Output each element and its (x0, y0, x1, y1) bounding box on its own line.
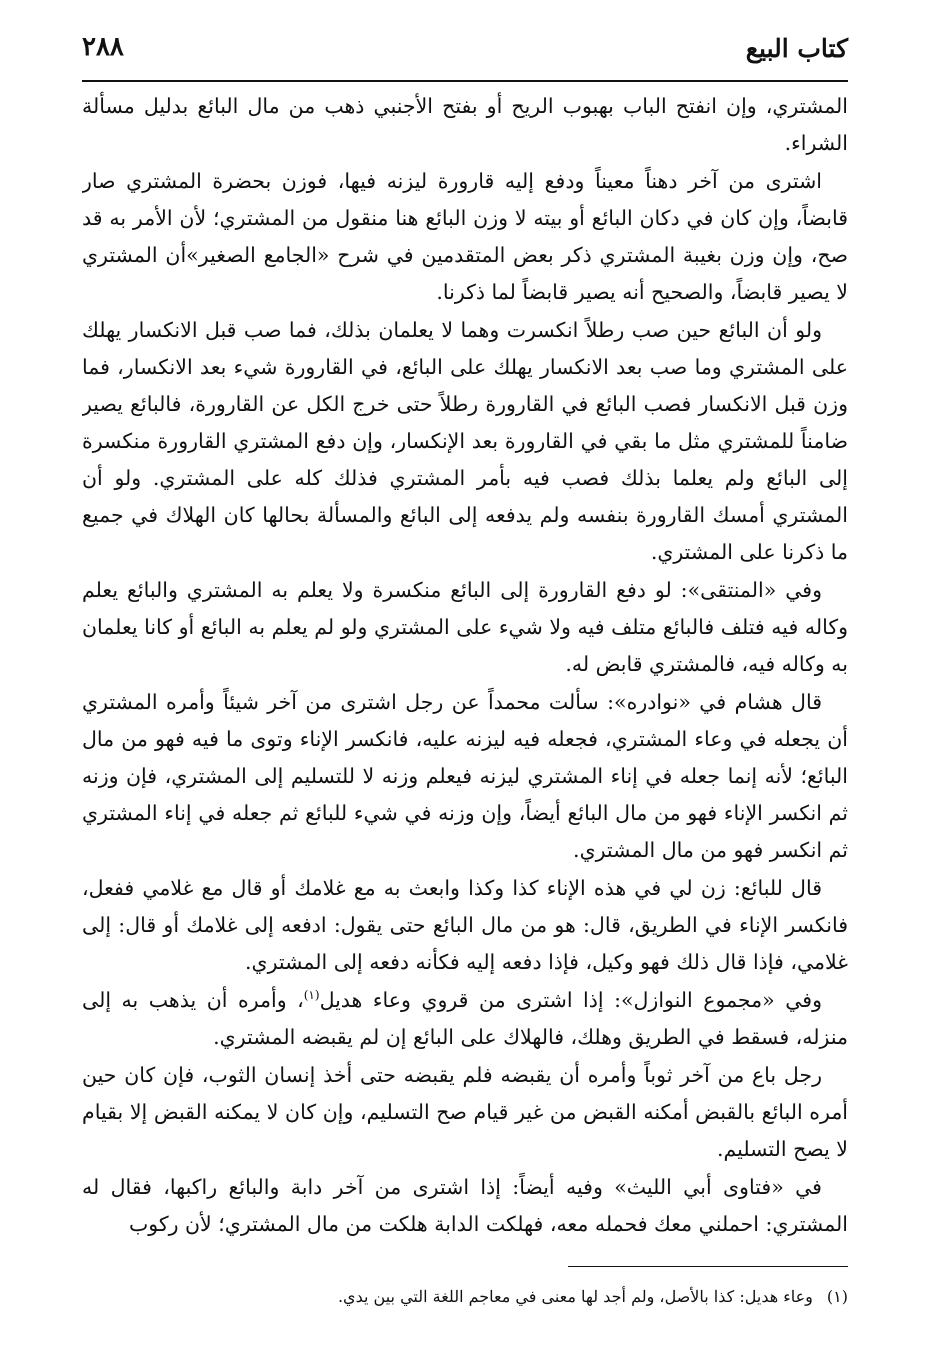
footnote-reference[interactable]: (١) (303, 988, 320, 1003)
paragraph-6: قال للبائع: زن لي في هذه الإناء كذا وكذا وابعث به مع غلامك أو قال مع غلامي ففعل، فانكسر الإناء في الطريق، قال: هو من مال البائع حتى يقول: ادفعه إلى غلامك أو قال: إلى غلامي، فإذا قال ذلك فهو وكيل، فإذا دفعه إليه فكأنه دفعه إلى المشتري. (82, 876, 848, 974)
footnote (82, 1283, 848, 1311)
page-number: ٢٨٨ (82, 32, 124, 62)
paragraph-7-text-after: ، وأمره أن يذهب به إلى منزله، فسقط في الطريق وهلك، فالهلاك على البائع إن لم يقبضه المشتري. (82, 988, 848, 1049)
header-divider (82, 80, 848, 82)
page-header (82, 30, 848, 78)
paragraph-7-text-before: وفي «مجموع النوازل»: إذا اشترى من قروي وعاء هديل (319, 988, 822, 1012)
paragraph-8: رجل باع من آخر ثوباً وأمره أن يقبضه فلم يقبضه حتى أخذ إنسان الثوب، فإن كان حين أمره البائع بالقبض أمكنه القبض من غير قيام صح التسليم، وإن كان لا يمكنه القبض إلا بقيام لا يصح التسليم. (82, 1063, 848, 1161)
paragraph-2: اشترى من آخر دهناً معيناً ودفع إليه قارورة ليزنه فيها، فوزن بحضرة المشتري صار قابضاً، وإن كان في دكان البائع أو بيته لا وزن البائع هنا منقول من المشتري؛ لأن الأمر به قد صح، وإن وزن بغيبة المشتري ذكر بعض المتقدمين في شرح «الجامع الصغير»أن المشتري لا يصير قابضاً، والصحيح أنه يصير قابضاً لما ذكرنا. (82, 169, 848, 304)
footnote-marker: (١) (826, 1287, 848, 1306)
footnote-divider (568, 1266, 848, 1267)
paragraph-1: المشتري، وإن انفتح الباب بهبوب الريح أو بفتح الأجنبي ذهب من مال البائع بدليل مسألة الشراء. (82, 94, 848, 155)
footnote-text: وعاء هديل: كذا بالأصل، ولم أجد لها معنى في معاجم اللغة التي بين يدي. (337, 1287, 813, 1306)
paragraph-5: قال هشام في «نوادره»: سألت محمداً عن رجل اشترى من آخر شيئاً وأمره المشتري أن يجعله في وعاء المشتري، فجعله فيه ليزنه عليه، فانكسر الإناء وتوى ما فيه فهو من مال البائع؛ لأنه إنما جعله في إناء المشتري ليزنه فيعلم وزنه لا للتسليم إلى المشتري، فإن وزنه ثم انكسر الإناء فهو من مال البائع أيضاً، وإن وزنه في شيء للبائع ثم جعله في إناء المشتري ثم انكسر فهو من مال المشتري. (82, 690, 848, 862)
page-body (82, 88, 848, 1248)
chapter-title: كتاب البيع (745, 34, 848, 63)
paragraph-7 (82, 982, 848, 1056)
paragraph-3: ولو أن البائع حين صب رطلاً انكسرت وهما لا يعلمان بذلك، فما صب قبل الانكسار يهلك على المشتري وما صب بعد الانكسار يهلك على البائع، في القارورة شيء بعد الانكسار، فما وزن قبل الانكسار فصب البائع في القارورة رطلاً حتى خرج الكل عن القارورة، فالبائع يصير ضامناً للمشتري مثل ما بقي في القارورة بعد الإنكسار، وإن دفع المشتري القارورة منكسرة إلى البائع ولم يعلما بذلك فصب فيه بأمر المشتري فذلك كله على المشتري. ولو أن المشتري أمسك القارورة بنفسه ولم يدفعه إلى البائع والمسألة بحالها كان الهلاك في جميع ما ذكرنا على المشتري. (82, 318, 848, 564)
paragraph-9: في «فتاوى أبي الليث» وفيه أيضاً: إذا اشترى من آخر دابة والبائع راكبها، فقال له المشتري: احملني معك فحمله معه، فهلكت الدابة هلكت من مال المشتري؛ لأن ركوب (82, 1175, 848, 1236)
paragraph-4: وفي «المنتقى»: لو دفع القارورة إلى البائع منكسرة ولا يعلم به المشتري والبائع يعلم وكاله فيه فتلف فالبائع متلف فيه ولا شيء على المشتري ولو لم يعلم به البائع أو كانا يعلمان به وكاله فيه، فالمشتري قابض له. (82, 578, 848, 676)
